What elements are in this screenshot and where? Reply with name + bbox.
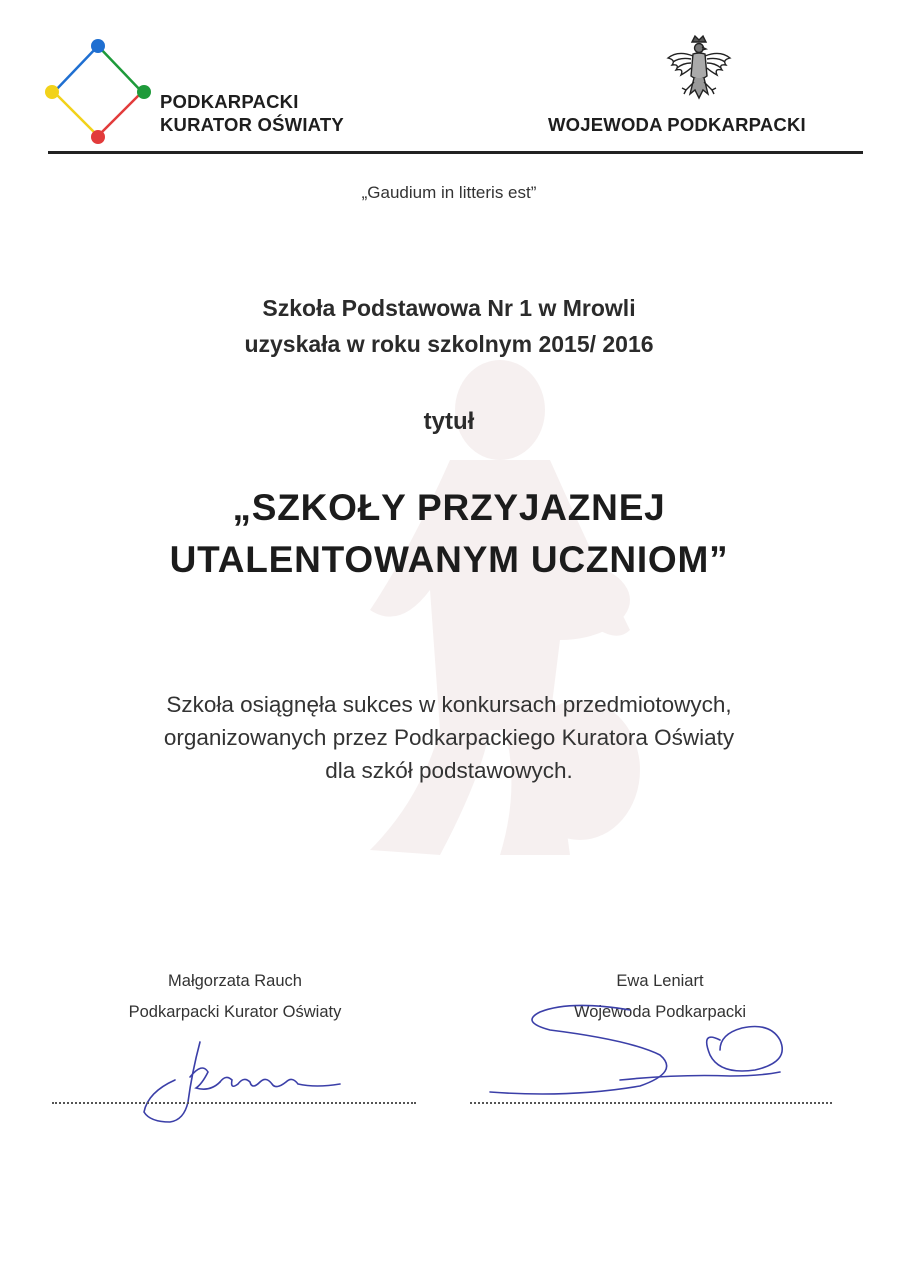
handwritten-signature-right — [480, 1000, 810, 1110]
description-line1: Szkoła osiągnęła sukces w konkursach przedmiotowych, — [166, 692, 732, 717]
wojewoda-org-name: WOJEWODA PODKARPACKI — [548, 114, 806, 135]
award-title-line1: „SZKOŁY PRZYJAZNEJ — [232, 487, 666, 528]
award-title-line2: UTALENTOWANYM UCZNIOM” — [169, 539, 729, 580]
eagle-emblem-icon — [664, 32, 734, 108]
school-name-line: Szkoła Podstawowa Nr 1 w Mrowli — [262, 295, 636, 321]
school-statement — [0, 290, 898, 362]
description-line2: organizowanych przez Podkarpackiego Kuratora Oświaty — [163, 725, 735, 750]
signer-role-right: Wojewoda Podkarpacki — [573, 1003, 747, 1021]
signature-line-left — [52, 1102, 416, 1104]
kurator-org-name — [160, 90, 344, 136]
kurator-logo-icon — [42, 36, 154, 148]
signer-name-left: Małgorzata Rauch — [168, 972, 302, 990]
kurator-org-line1: PODKARPACKI — [160, 91, 299, 112]
signer-role-left: Podkarpacki Kurator Oświaty — [128, 1003, 342, 1021]
title-word: tytuł — [423, 408, 475, 435]
description-line3: dla szkół podstawowych. — [325, 758, 573, 783]
award-description — [0, 688, 898, 787]
handwritten-signature-left — [130, 1032, 350, 1127]
header-divider — [48, 151, 863, 154]
award-title — [0, 482, 898, 586]
kurator-org-line2: KURATOR OŚWIATY — [160, 114, 344, 135]
signature-block-left — [90, 966, 380, 1028]
signer-name-right: Ewa Leniart — [616, 972, 704, 990]
school-year-line: uzyskała w roku szkolnym 2015/ 2016 — [244, 331, 654, 357]
motto: „Gaudium in litteris est” — [361, 183, 537, 202]
signature-line-right — [470, 1102, 832, 1104]
